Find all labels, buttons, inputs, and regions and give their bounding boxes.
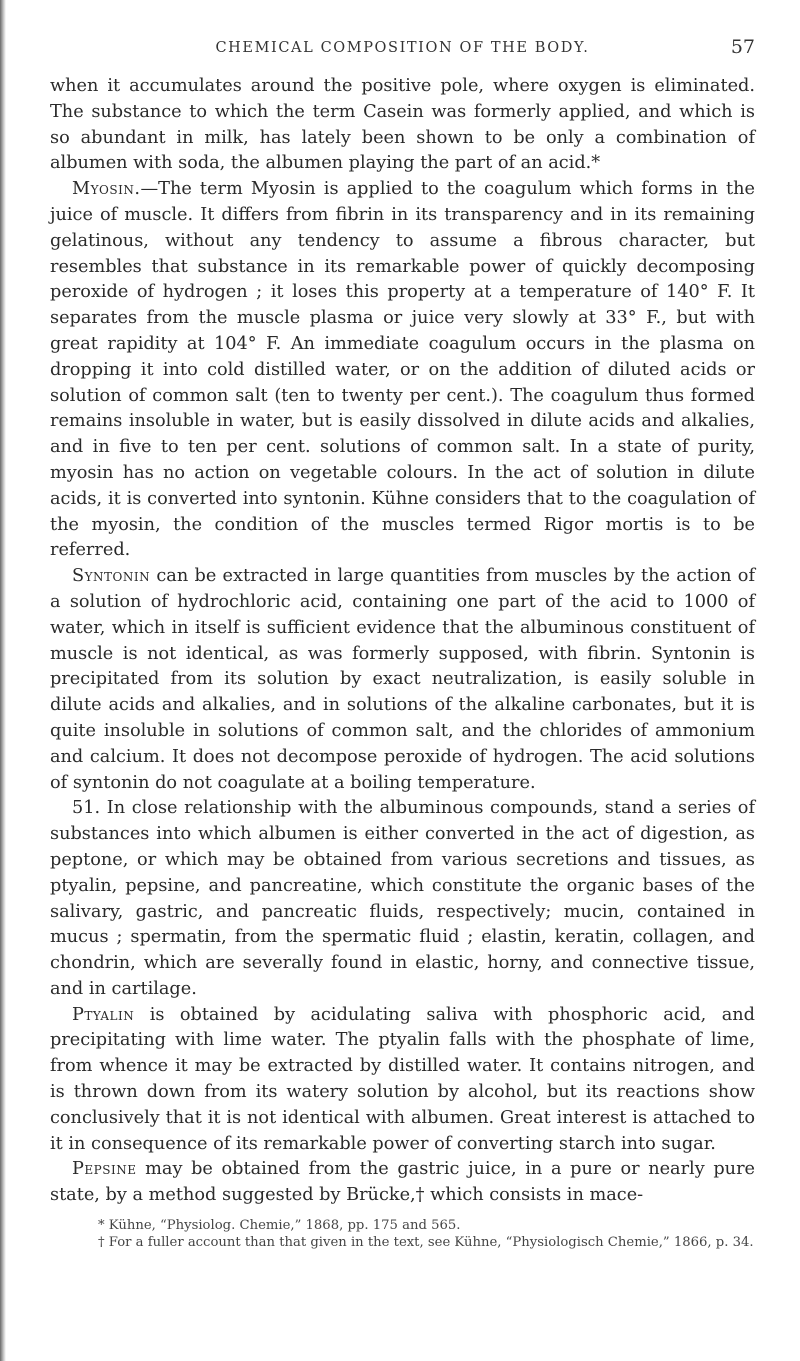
myosin-text: —The term Myosin is applied to the coagulum which forms in the juice of muscle. It differs from fibrin in its transparency and in its remaining gelatinous, without any tendency to assume a fibrous character, but resembles that substance in its remarkable power of quickly decomposing peroxide of hydrogen ; it loses this property at a temperature of 140° F. It separates from the muscle plasma or juice very slowly at 33° F., but with great rapidity at 104° F. An immediate coagulum occurs in the plasma on dropping it into cold distilled water, or on the addition of diluted acids or solution of common salt (ten to twenty per cent.). The coagulum thus formed remains insoluble in water, but is easily dissolved in dilute acids and alkalies, and in five to ten per cent. solutions of common salt. In a state of purity, myosin has no action on vegetable colours. In the act of solution in dilute acids, it is converted into syntonin. Kühne considers that to the coagulation of the myosin, the condition of the muscles termed Rigor mortis is to be referred. xyxy=(50,179,755,561)
running-title: CHEMICAL COMPOSITION OF THE BODY. xyxy=(215,40,590,56)
pepsine-text: may be obtained from the gastric juice, in a pure or nearly pure state, by a method suggested by Brücke,† which consists in mace- xyxy=(50,1159,755,1206)
paragraph-casein: when it accumulates around the positive pole, where oxygen is eliminated. The substance to which the term Casein was formerly applied, and which is so abundant in milk, has lately been shown to be only a combination of albumen with soda, the albumen playing the part of an acid.* xyxy=(50,76,755,174)
footnotes xyxy=(50,1217,755,1251)
syntonin-text: can be extracted in large quantities from muscles by the action of a solution of hydrochloric acid, containing one part of the acid to 1000 of water, which in itself is sufficient evidence that the albuminous constituent of muscle is not identical, as was formerly supposed, with fibrin. Syntonin is precipitated from its solution by exact neutralization, is easily soluble in dilute acids and alkalies, and in solutions of the alkaline carbonates, but it is quite insoluble in solutions of common salt, and the chlorides of ammonium and calcium. It does not decompose peroxide of hydrogen. The acid solutions of syntonin do not coagulate at a boiling temperature. xyxy=(50,566,755,793)
page-header xyxy=(50,36,755,74)
paragraph-ptyalin xyxy=(50,1003,755,1158)
paragraph-pepsine xyxy=(50,1157,755,1209)
ptyalin-text: is obtained by acidulating saliva with phosphoric acid, and precipitating with lime water. The ptyalin falls with the phosphate of lime, from whence it may be extracted by distilled water. It contains nitrogen, and is thrown down from its watery solution by alcohol, but its reactions show conclusively that it is not identical with albumen. Great interest is attached to it in consequence of its remarkable power of converting starch into sugar. xyxy=(50,1004,755,1154)
term-syntonin: Syntonin xyxy=(72,566,151,587)
term-pepsine: Pepsine xyxy=(72,1159,137,1180)
page-number: 57 xyxy=(730,36,755,58)
term-myosin: Myosin. xyxy=(72,179,141,200)
paragraph-myosin xyxy=(50,177,755,564)
body-text xyxy=(50,74,755,1209)
paragraph-51: 51. In close relationship with the albuminous compounds, stand a series of substances into which albumen is either converted in the act of digestion, as peptone, or which may be obtained from various secretions and tissues, as ptyalin, pepsine, and pancreatine, which constitute the organic bases of the salivary, gastric, and pancreatic fluids, respectively; mucin, contained in mucus ; spermatin, from the spermatic fluid ; elastin, keratin, collagen, and chondrin, which are severally found in elastic, horny, and connective tissue, and in cartilage. xyxy=(50,798,755,999)
scan-edge-shadow xyxy=(0,0,6,1361)
footnote-kuhne-1866: † For a fuller account than that given in the text, see Kühne, “Physiologisch Chemie,” 1866, p. 34. xyxy=(98,1235,754,1251)
term-ptyalin: Ptyalin xyxy=(72,1004,135,1025)
book-page xyxy=(50,36,755,1251)
footnote-kuhne-1868: * Kühne, “Physiolog. Chemie,” 1868, pp. 175 and 565. xyxy=(98,1218,461,1234)
paragraph-syntonin xyxy=(50,564,755,796)
